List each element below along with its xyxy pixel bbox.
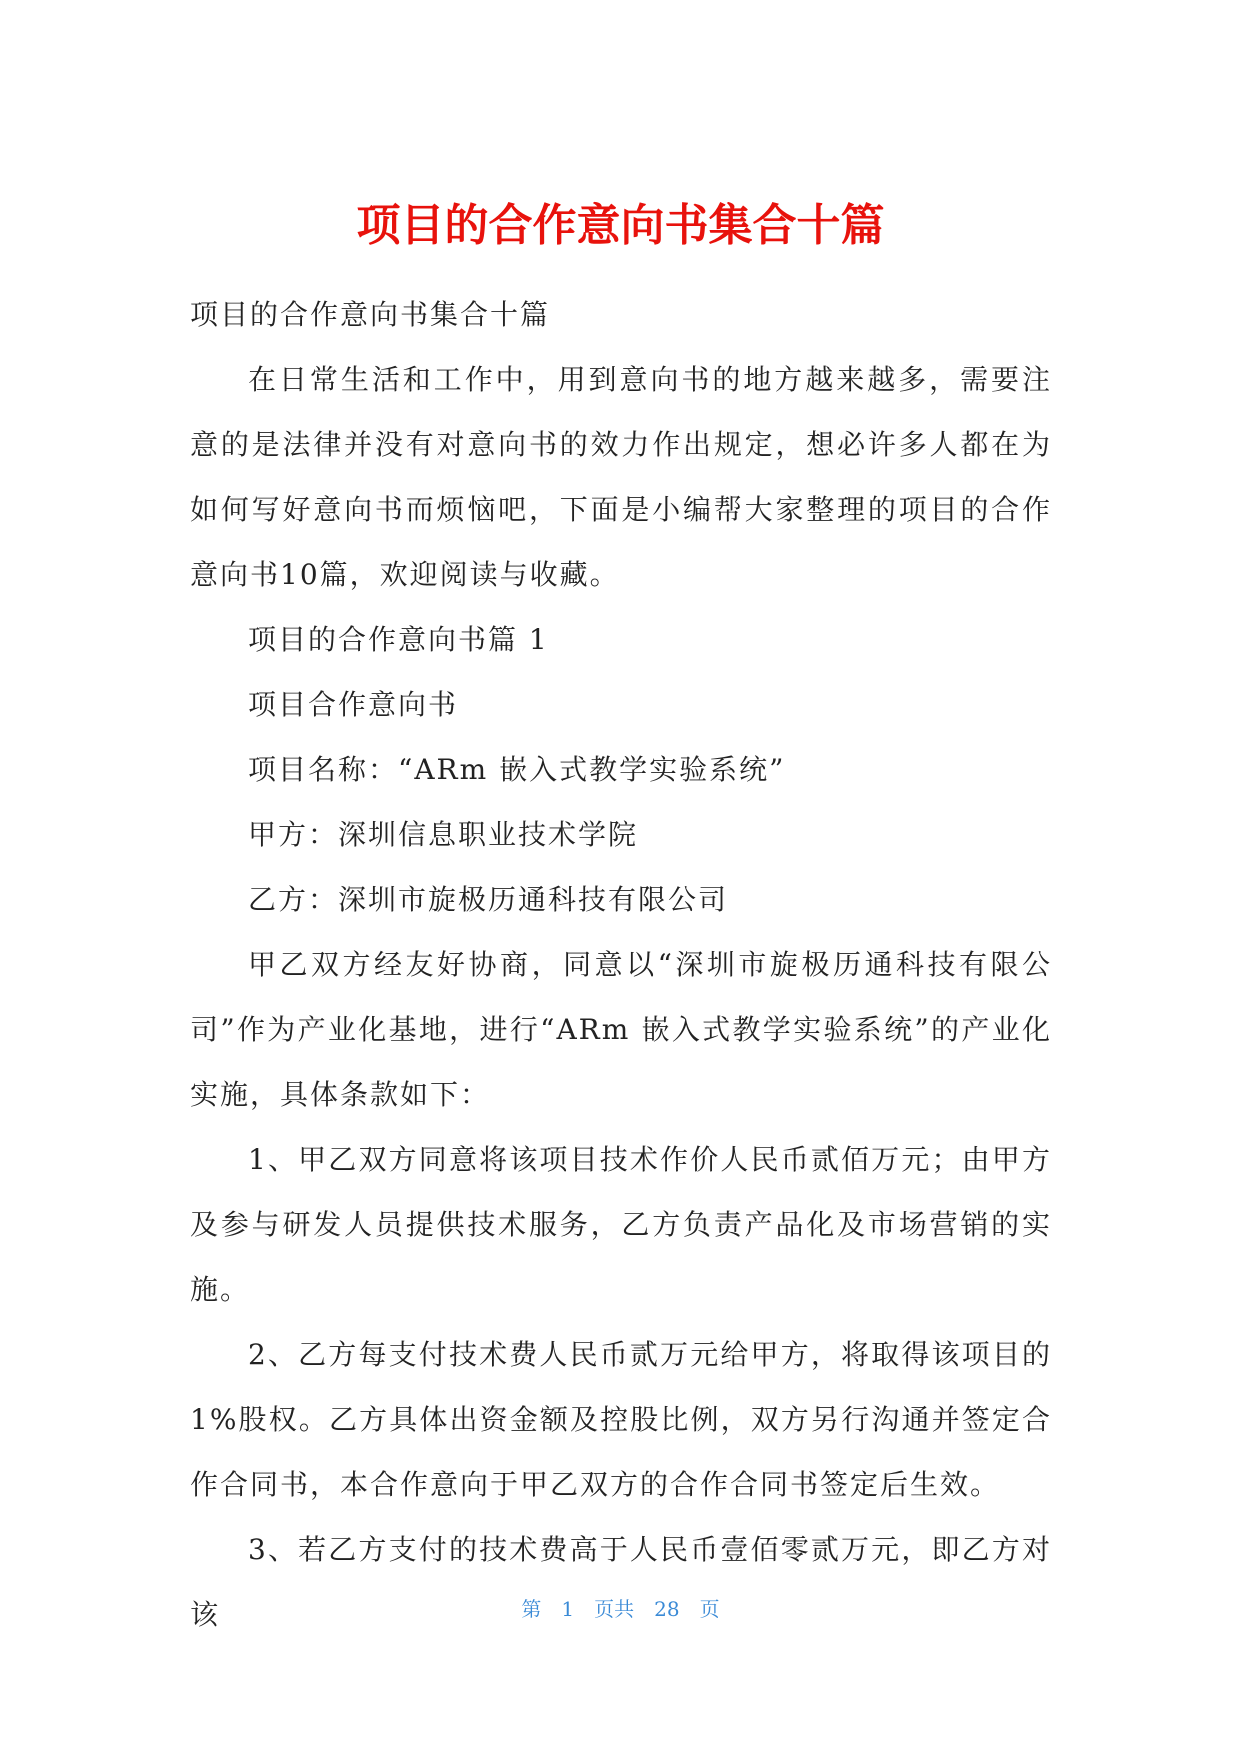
footer-total-pages: 28: [654, 1597, 680, 1621]
paragraph-intro: 在日常生活和工作中，用到意向书的地方越来越多，需要注意的是法律并没有对意向书的效力作出规定，想必许多人都在为如何写好意向书而烦恼吧，下面是小编帮大家整理的项目的合作意向书10篇，欢迎阅读与收藏。: [190, 363, 1052, 591]
paragraph-clause-1: 1、甲乙双方同意将该项目技术作价人民币贰佰万元；由甲方及参与研发人员提供技术服务，乙方负责产品化及市场营销的实施。: [190, 1143, 1052, 1306]
footer-mid: 页共: [594, 1597, 635, 1621]
footer-suffix: 页: [699, 1597, 720, 1621]
paragraph-clause-3: 3、若乙方支付的技术费高于人民币壹佰零贰万元，即乙方对该: [190, 1533, 1052, 1631]
paragraph-section-heading: 项目的合作意向书篇 1: [248, 623, 549, 656]
paragraph-agreement: 甲乙双方经友好协商，同意以“深圳市旋极历通科技有限公司”作为产业化基地，进行“ARm 嵌入式教学实验系统”的产业化实施，具体条款如下：: [190, 948, 1052, 1111]
paragraph-subtitle: 项目的合作意向书集合十篇: [190, 298, 551, 331]
page-footer: [0, 1593, 1241, 1622]
paragraph-doc-name: 项目合作意向书: [248, 688, 459, 721]
paragraph-party-b: 乙方：深圳市旋极历通科技有限公司: [248, 883, 729, 916]
footer-page-number: 1: [561, 1597, 575, 1621]
document-body: [190, 282, 1052, 1647]
paragraph-clause-2: 2、乙方每支付技术费人民币贰万元给甲方，将取得该项目的1%股权。乙方具体出资金额及控股比例，双方另行沟通并签定合作合同书，本合作意向于甲乙双方的合作合同书签定后生效。: [190, 1338, 1052, 1501]
paragraph-party-a: 甲方：深圳信息职业技术学院: [248, 818, 639, 851]
document-title: 项目的合作意向书集合十篇: [356, 200, 885, 251]
paragraph-project-name: 项目名称：“ARm 嵌入式教学实验系统”: [248, 753, 786, 786]
footer-prefix: 第: [521, 1597, 542, 1621]
